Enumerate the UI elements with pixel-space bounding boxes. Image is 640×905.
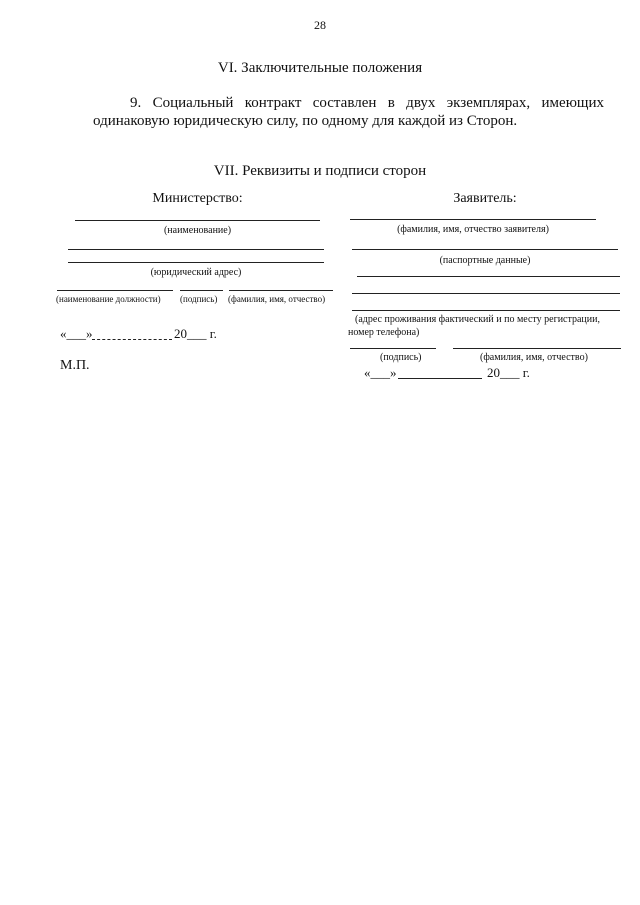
paragraph-9-line-1: 9. Социальный контракт составлен в двух экземплярах, имеющих bbox=[130, 95, 604, 111]
section-7-heading: VII. Реквизиты и подписи сторон bbox=[213, 163, 427, 179]
applicant-address-caption-line-2: номер телефона) bbox=[348, 327, 420, 338]
ministry-address-line-2 bbox=[68, 262, 324, 263]
ministry-date-year: 20___ г. bbox=[174, 326, 217, 341]
applicant-sig-fullname-line bbox=[453, 348, 621, 349]
ministry-date-month-line bbox=[92, 339, 172, 340]
ministry-position-line bbox=[57, 290, 173, 291]
applicant-address-caption-line-1: (адрес проживания фактический и по месту регистрации, bbox=[355, 314, 600, 325]
applicant-address-line-2 bbox=[352, 293, 620, 294]
page-number: 28 bbox=[314, 18, 326, 32]
applicant-fullname-line bbox=[350, 219, 596, 220]
applicant-address-line-3 bbox=[352, 310, 620, 311]
applicant-sig-fullname-caption: (фамилия, имя, отчество) bbox=[480, 352, 588, 363]
applicant-signature-line bbox=[350, 348, 436, 349]
applicant-date-day: «___» bbox=[364, 365, 397, 380]
applicant-title: Заявитель: bbox=[453, 191, 517, 206]
section-6-heading: VI. Заключительные положения bbox=[217, 60, 423, 76]
ministry-date-day: «___» bbox=[60, 326, 93, 341]
applicant-date-year: 20___ г. bbox=[487, 365, 530, 380]
applicant-passport-line bbox=[352, 249, 618, 250]
ministry-position-caption: (наименование должности) bbox=[56, 294, 161, 304]
applicant-signature-caption: (подпись) bbox=[380, 352, 422, 363]
applicant-fullname-caption: (фамилия, имя, отчество заявителя) bbox=[397, 224, 549, 235]
applicant-passport-caption: (паспортные данные) bbox=[439, 255, 531, 266]
ministry-title: Министерство: bbox=[152, 191, 243, 206]
ministry-name-line bbox=[75, 220, 320, 221]
paragraph-9-line-2: одинаковую юридическую силу, по одному для каждой из Сторон. bbox=[93, 113, 518, 129]
ministry-signature-line bbox=[180, 290, 223, 291]
seal-label: М.П. bbox=[60, 358, 90, 373]
ministry-signature-caption: (подпись) bbox=[180, 294, 218, 304]
ministry-name-caption: (наименование) bbox=[163, 225, 232, 236]
applicant-address-line-1 bbox=[357, 276, 620, 277]
ministry-fullname-line bbox=[229, 290, 333, 291]
ministry-address-caption: (юридический адрес) bbox=[150, 267, 242, 278]
ministry-fullname-caption: (фамилия, имя, отчество) bbox=[228, 294, 326, 304]
applicant-date-month-line bbox=[398, 378, 482, 379]
ministry-address-line-1 bbox=[68, 249, 324, 250]
